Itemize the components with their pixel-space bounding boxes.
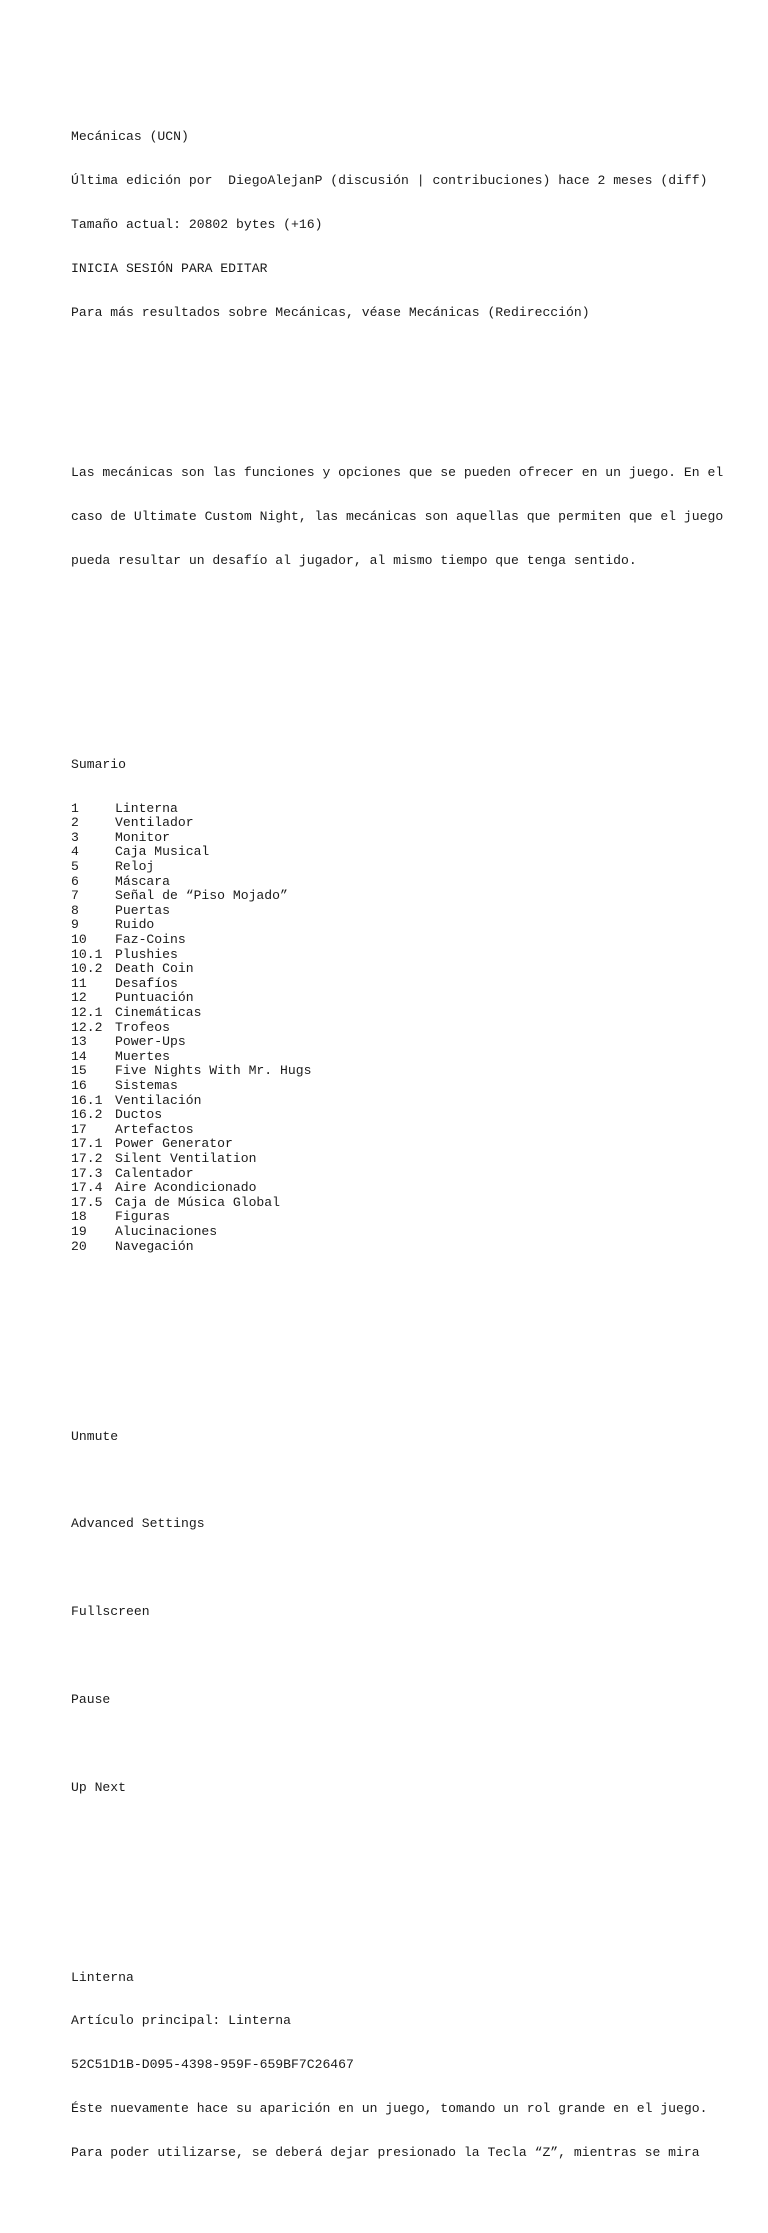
toc-item-label: Alucinaciones (115, 1223, 218, 1239)
toc-item-label: Muertes (115, 1048, 171, 1064)
toc-item[interactable] (71, 1035, 711, 1050)
section-linterna (71, 1941, 711, 2189)
toc-item-label: Silent Ventilation (115, 1150, 257, 1166)
toc-item[interactable] (71, 904, 711, 919)
fullscreen-button[interactable]: Fullscreen (71, 1604, 150, 1620)
toc-item-number: 17.3 (71, 1165, 103, 1181)
toc-list (71, 802, 711, 1254)
toc-item-label: Puertas (115, 902, 171, 918)
toc-item-number: 15 (71, 1063, 87, 1079)
toc-item-number: 10 (71, 932, 87, 948)
toc-item-number: 19 (71, 1223, 87, 1239)
table-of-contents (71, 729, 711, 1284)
toc-item-label: Faz-Coins (115, 932, 186, 948)
last-edit-line (71, 174, 711, 189)
toc-item-label: Power-Ups (115, 1034, 186, 1050)
section-body-line: Éste nuevamente hace su aparición en un juego, tomando un rol grande en el juego. (71, 2100, 708, 2116)
toc-item-number: 1 (71, 800, 79, 816)
unmute-button[interactable]: Unmute (71, 1428, 119, 1444)
toc-item-number: 17.2 (71, 1150, 103, 1166)
redirect-prefix: Para más resultados sobre Mecánicas, véase (71, 304, 409, 320)
toc-item-number: 12 (71, 990, 87, 1006)
toc-item[interactable] (71, 933, 711, 948)
toc-item[interactable] (71, 1225, 711, 1240)
toc-item-label: Aire Acondicionado (115, 1180, 257, 1196)
editor-link[interactable]: DiegoAlejanP (228, 173, 323, 189)
toc-item-label: Power Generator (115, 1136, 233, 1152)
section-heading: Linterna (71, 1969, 134, 1985)
main-article-note (71, 2014, 711, 2029)
toc-item-label: Señal de “Piso Mojado” (115, 888, 288, 904)
toc-item-number: 12.1 (71, 1005, 103, 1020)
toc-item-label: Caja Musical (115, 844, 210, 860)
toc-item-number: 16.1 (71, 1092, 103, 1108)
toc-item[interactable] (71, 860, 711, 875)
toc-item-label: Reloj (115, 859, 155, 875)
pause-button[interactable]: Pause (71, 1691, 111, 1707)
toc-item[interactable] (71, 918, 711, 933)
toc-item-number: 2 (71, 815, 79, 831)
toc-item[interactable] (71, 875, 711, 890)
toc-item[interactable] (71, 977, 711, 992)
redirect-notice (71, 306, 711, 321)
page-title: Mecánicas (UCN) (71, 129, 189, 145)
intro-line: caso de Ultimate Custom Night, las mecánicas son aquellas que permiten que el juego (71, 508, 724, 524)
embedded-id: 52C51D1B-D095-4398-959F-659BF7C26467 (71, 2057, 354, 2073)
toc-item-label: Ventilación (115, 1092, 202, 1108)
toc-item-label: Ductos (115, 1107, 163, 1123)
toc-item-label: Monitor (115, 829, 171, 845)
toc-item-number: 5 (71, 859, 79, 875)
toc-item-number: 6 (71, 873, 79, 889)
intro-line: pueda resultar un desafío al jugador, al mismo tiempo que tenga sentido. (71, 552, 637, 568)
paren-open: ( (322, 173, 339, 189)
main-article-prefix: Artículo principal: (71, 2013, 229, 2029)
contributions-link[interactable]: contribuciones (432, 173, 543, 189)
toc-item[interactable] (71, 1167, 711, 1182)
toc-item-label: Puntuación (115, 990, 194, 1006)
toc-item-label: Calentador (115, 1165, 194, 1181)
toc-item-label: Linterna (115, 800, 178, 816)
toc-item-number: 17 (71, 1121, 87, 1137)
toc-item-number: 20 (71, 1238, 87, 1254)
toc-item-label: Máscara (115, 873, 171, 889)
toc-item[interactable] (71, 948, 711, 963)
toc-item[interactable] (71, 991, 711, 1006)
toc-item-number: 17.1 (71, 1136, 103, 1152)
toc-item[interactable] (71, 1050, 711, 1065)
talk-link[interactable]: discusión (338, 173, 409, 189)
toc-item-number: 9 (71, 917, 79, 933)
toc-item-label: Sistemas (115, 1077, 178, 1093)
toc-item-label: Five Nights With Mr. Hugs (115, 1063, 312, 1079)
toc-item-number: 10.2 (71, 961, 103, 977)
toc-item-number: 13 (71, 1034, 87, 1050)
intro-line: Las mecánicas son las funciones y opciones que se pueden ofrecer en un juego. En el (71, 465, 724, 481)
toc-item[interactable] (71, 1064, 711, 1079)
toc-item-label: Death Coin (115, 961, 194, 977)
toc-item-label: Plushies (115, 946, 178, 962)
toc-item-number: 14 (71, 1048, 87, 1064)
toc-item-label: Trofeos (115, 1019, 171, 1035)
main-article-link[interactable]: Linterna (228, 2013, 292, 2029)
intro-paragraph (71, 437, 724, 598)
toc-item-label: Artefactos (115, 1121, 194, 1137)
toc-item-label: Caja de Música Global (115, 1194, 281, 1210)
toc-item[interactable] (71, 962, 711, 977)
toc-item[interactable] (71, 1006, 711, 1021)
section-body-line: Para poder utilizarse, se deberá dejar presionado la Tecla “Z”, mientras se mira (71, 2144, 700, 2160)
toc-item[interactable] (71, 1108, 711, 1123)
current-size: Tamaño actual: 20802 bytes (+16) (71, 216, 323, 232)
separator: | (408, 173, 433, 189)
toc-item-number: 8 (71, 902, 79, 918)
toc-item[interactable] (71, 889, 711, 904)
toc-item-number: 4 (71, 844, 79, 860)
video-player-controls (71, 1400, 711, 1824)
toc-item-number: 7 (71, 888, 79, 904)
toc-item[interactable] (71, 1094, 711, 1109)
toc-item-label: Desafíos (115, 975, 178, 991)
toc-title: Sumario (71, 756, 127, 772)
toc-item[interactable] (71, 1123, 711, 1138)
toc-item-label: Cinemáticas (115, 1005, 202, 1020)
toc-item-label: Ventilador (115, 815, 194, 831)
toc-item[interactable] (71, 831, 711, 846)
toc-item[interactable] (71, 1210, 711, 1225)
toc-item-number: 17.5 (71, 1194, 103, 1210)
toc-item-number: 10.1 (71, 946, 103, 962)
toc-item-label: Figuras (115, 1209, 171, 1225)
toc-item[interactable] (71, 1079, 711, 1094)
edit-time: ) hace 2 meses ( (542, 173, 669, 189)
toc-item-number: 12.2 (71, 1019, 103, 1035)
article-content (71, 72, 724, 2233)
toc-item[interactable] (71, 802, 711, 817)
login-to-edit-link[interactable]: INICIA SESIÓN PARA EDITAR (71, 260, 268, 276)
toc-item-number: 17.4 (71, 1180, 103, 1196)
toc-item[interactable] (71, 816, 711, 831)
advanced-settings-button[interactable]: Advanced Settings (71, 1516, 205, 1532)
toc-item-number: 16 (71, 1077, 87, 1093)
toc-item-label: Navegación (115, 1238, 194, 1254)
redirect-link[interactable]: Mecánicas (Redirección) (408, 304, 590, 320)
toc-item[interactable] (71, 1196, 711, 1211)
diff-link[interactable]: diff (668, 173, 700, 189)
toc-item-number: 11 (71, 975, 87, 991)
toc-item[interactable] (71, 1181, 711, 1196)
up-next-label[interactable]: Up Next (71, 1779, 127, 1795)
last-edit-prefix: Última edición por (71, 173, 229, 189)
toc-item-number: 3 (71, 829, 79, 845)
toc-item[interactable] (71, 1152, 711, 1167)
toc-item[interactable] (71, 1021, 711, 1036)
paren-close: ) (699, 173, 708, 189)
toc-item[interactable] (71, 1137, 711, 1152)
toc-item[interactable] (71, 1240, 711, 1255)
toc-item[interactable] (71, 845, 711, 860)
toc-item-label: Ruido (115, 917, 155, 933)
toc-item-number: 16.2 (71, 1107, 103, 1123)
toc-item-number: 18 (71, 1209, 87, 1225)
